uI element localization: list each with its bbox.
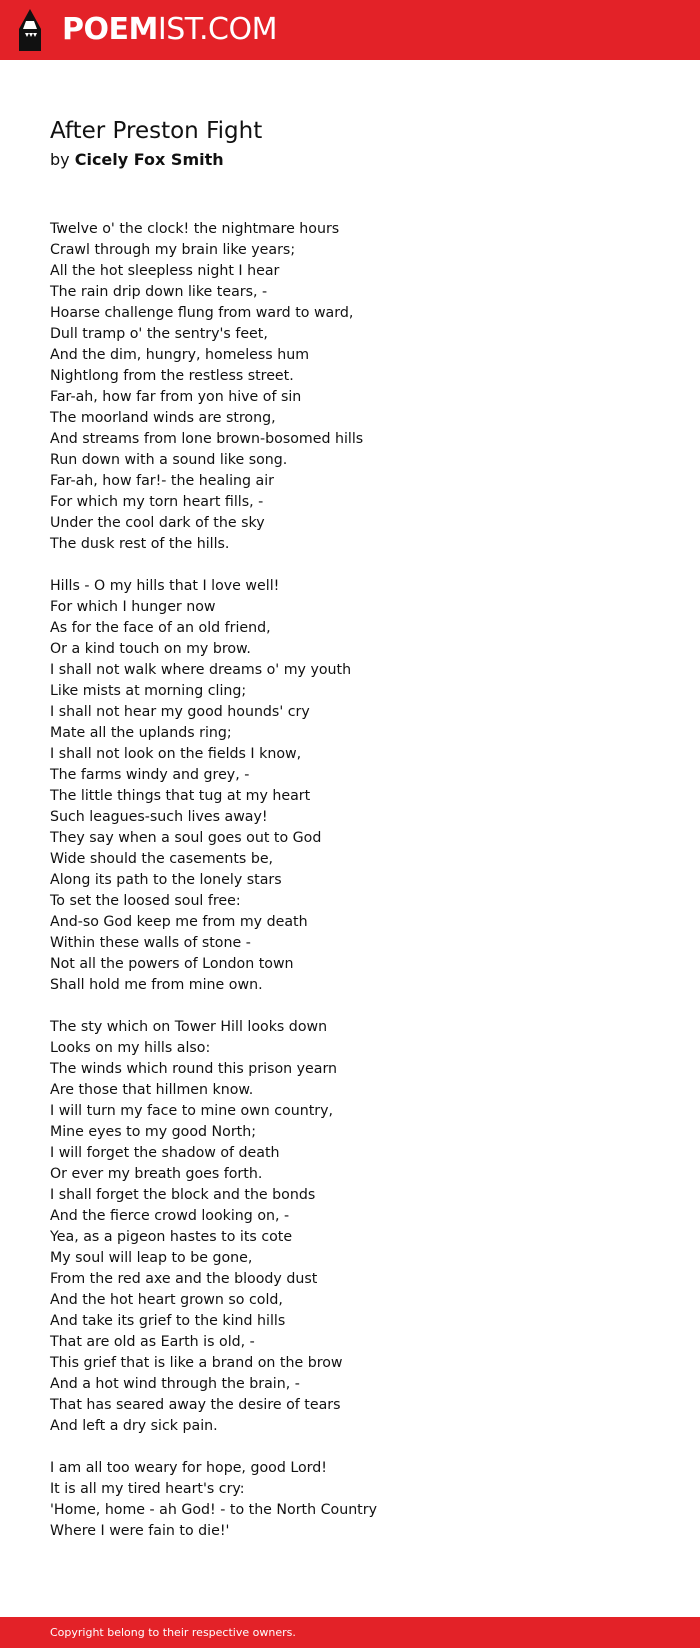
poem-line: That are old as Earth is old, - xyxy=(50,1334,255,1350)
poem-line: Twelve o' the clock! the nightmare hours xyxy=(50,221,340,237)
poem-line: Shall hold me from mine own. xyxy=(50,977,263,993)
brand-light-text: IST.COM xyxy=(157,12,277,47)
poem-line: And left a dry sick pain. xyxy=(50,1418,218,1434)
poem-line: To set the loosed soul free: xyxy=(50,893,241,909)
poem-body xyxy=(50,219,650,1563)
poem-line: The farms windy and grey, - xyxy=(50,767,250,783)
poem-line: Looks on my hills also: xyxy=(50,1040,211,1056)
poem-line: I shall forget the block and the bonds xyxy=(50,1187,316,1203)
poem-line: And the dim, hungry, homeless hum xyxy=(50,347,310,363)
poem-stanza xyxy=(50,1458,650,1542)
poem-line: For which my torn heart fills, - xyxy=(50,494,264,510)
poem-line: For which I hunger now xyxy=(50,599,216,615)
site-footer xyxy=(0,1617,700,1648)
poem-line: Or a kind touch on my brow. xyxy=(50,641,251,657)
copyright-text: Copyright belong to their respective owners. xyxy=(50,1626,296,1639)
poem-stanza xyxy=(50,1017,650,1437)
poem-line: The rain drip down like tears, - xyxy=(50,284,268,300)
poem-line: Are those that hillmen know. xyxy=(50,1082,254,1098)
poem-line: And take its grief to the kind hills xyxy=(50,1313,286,1329)
poem-line: I will turn my face to mine own country, xyxy=(50,1103,334,1119)
poem-line: The sty which on Tower Hill looks down xyxy=(50,1019,328,1035)
poem-line: Under the cool dark of the sky xyxy=(50,515,265,531)
poem-line: The winds which round this prison yearn xyxy=(50,1061,338,1077)
poem-line: The dusk rest of the hills. xyxy=(50,536,230,552)
poem-line: Far-ah, how far from yon hive of sin xyxy=(50,389,302,405)
poem-line: And the hot heart grown so cold, xyxy=(50,1292,283,1308)
poem-line: That has seared away the desire of tears xyxy=(50,1397,341,1413)
byline xyxy=(50,149,224,171)
poem-line: This grief that is like a brand on the brow xyxy=(50,1355,343,1371)
poem-line: Wide should the casements be, xyxy=(50,851,274,867)
poem-line: Hills - O my hills that I love well! xyxy=(50,578,280,594)
poem-line: Yea, as a pigeon hastes to its cote xyxy=(50,1229,293,1245)
poem-line: From the red axe and the bloody dust xyxy=(50,1271,318,1287)
poem-line: Dull tramp o' the sentry's feet, xyxy=(50,326,268,342)
poem-stanza xyxy=(50,219,650,555)
poem-line: They say when a soul goes out to God xyxy=(50,830,322,846)
poem-line: The little things that tug at my heart xyxy=(50,788,311,804)
poem-line: Within these walls of stone - xyxy=(50,935,251,951)
poem-line: Mine eyes to my good North; xyxy=(50,1124,256,1140)
poem-line: Far-ah, how far!- the healing air xyxy=(50,473,274,489)
brand-bold-text: POEM xyxy=(62,12,158,47)
site-logo-text[interactable] xyxy=(62,12,277,48)
poem-line: The moorland winds are strong, xyxy=(50,410,276,426)
poem-line: Not all the powers of London town xyxy=(50,956,294,972)
poem-title: After Preston Fight xyxy=(50,118,263,144)
poem-line: Such leagues-such lives away! xyxy=(50,809,268,825)
poem-line: Along its path to the lonely stars xyxy=(50,872,282,888)
poem-line: Where I were fain to die!' xyxy=(50,1523,230,1539)
poem-line: And streams from lone brown-bosomed hills xyxy=(50,431,364,447)
poem-line: As for the face of an old friend, xyxy=(50,620,271,636)
poem-line: I shall not hear my good hounds' cry xyxy=(50,704,310,720)
poem-line: Like mists at morning cling; xyxy=(50,683,247,699)
poem-line: And-so God keep me from my death xyxy=(50,914,308,930)
poem-line: Run down with a sound like song. xyxy=(50,452,288,468)
poem-line: Hoarse challenge flung from ward to ward, xyxy=(50,305,354,321)
author-name: Cicely Fox Smith xyxy=(74,150,224,169)
poem-stanza xyxy=(50,576,650,996)
poem-line: My soul will leap to be gone, xyxy=(50,1250,253,1266)
poem-line: Or ever my breath goes forth. xyxy=(50,1166,263,1182)
poem-line: All the hot sleepless night I hear xyxy=(50,263,280,279)
poem-line: It is all my tired heart's cry: xyxy=(50,1481,245,1497)
poem-line: Mate all the uplands ring; xyxy=(50,725,232,741)
poem-line: Crawl through my brain like years; xyxy=(50,242,296,258)
by-label: by xyxy=(50,150,70,169)
poem-line: And a hot wind through the brain, - xyxy=(50,1376,300,1392)
poem-line: 'Home, home - ah God! - to the North Country xyxy=(50,1502,377,1518)
poem-line: I will forget the shadow of death xyxy=(50,1145,280,1161)
poem-line: And the fierce crowd looking on, - xyxy=(50,1208,290,1224)
poem-line: Nightlong from the restless street. xyxy=(50,368,294,384)
poem-line: I shall not walk where dreams o' my youth xyxy=(50,662,352,678)
poem-line: I shall not look on the fields I know, xyxy=(50,746,302,762)
site-header xyxy=(0,0,700,60)
poem-line: I am all too weary for hope, good Lord! xyxy=(50,1460,327,1476)
pencil-icon[interactable] xyxy=(17,9,43,51)
